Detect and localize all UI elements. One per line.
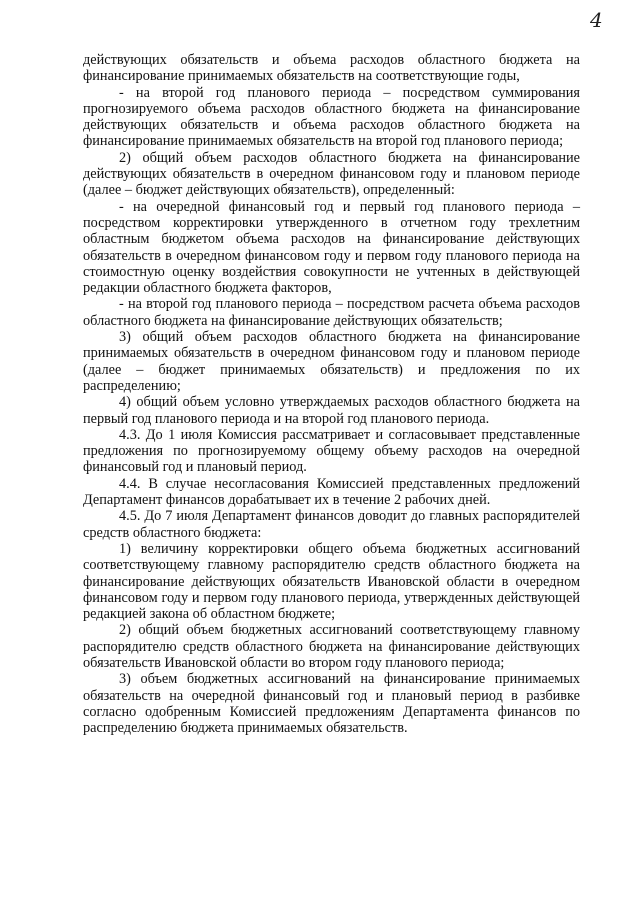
paragraph: 1) величину корректировки общего объема бюджетных ассигнований соответствующему главному распорядителю средств областного бюджета на финансирование действующих обязательств Ивановской области в очередном финансовом году и первом году планового периода, утвержденных действующей редакцией закона об областном бюджете; <box>83 540 580 623</box>
paragraph: 4.4. В случае несогласования Комиссией представленных предложений Департамент финансов дорабатывает их в течение 2 рабочих дней. <box>83 475 580 509</box>
paragraph-continuation: действующих обязательств и объема расходов областного бюджета на финансирование принимаемых обязательств на соответствующие годы, <box>83 52 580 85</box>
paragraph: 4.3. До 1 июля Комиссия рассматривает и согласовывает представленные предложения по прогнозируемому общему объему расходов на очередной финансовый год и плановый период. <box>83 426 580 476</box>
page-number: 4 <box>590 8 603 32</box>
paragraph: - на второй год планового периода – посредством расчета объема расходов областного бюджета на финансирование действующих обязательств; <box>83 296 580 329</box>
paragraph: 3) общий объем расходов областного бюджета на финансирование принимаемых обязательств в очередном финансовом году и плановом периоде (далее – бюджет принимаемых обязательств) и предложения по их распределению; <box>83 329 580 394</box>
body-text <box>83 52 580 736</box>
paragraph: 4.5. До 7 июля Департамент финансов доводит до главных распорядителей средств областного бюджета: <box>83 508 580 541</box>
paragraph: 3) объем бюджетных ассигнований на финансирование принимаемых обязательств на очередной финансовый год и плановый период в разбивке согласно одобренным Комиссией предложениям Департамента финансов по распределению бюджета принимаемых обязательств. <box>83 671 580 737</box>
paragraph: 2) общий объем бюджетных ассигнований соответствующему главному распорядителю средств областного бюджета на финансирование действующих обязательств Ивановской области во втором году планового периода; <box>83 622 580 671</box>
paragraph: 4) общий объем условно утверждаемых расходов областного бюджета на первый год планового периода и на второй год планового периода. <box>83 394 580 427</box>
paragraph: 2) общий объем расходов областного бюджета на финансирование действующих обязательств в очередном финансовом году и плановом периоде (далее – бюджет действующих обязательств), определенный: <box>83 149 580 199</box>
paragraph: - на очередной финансовый год и первый год планового периода – посредством корректировки утвержденного в отчетном году трехлетним областным бюджетом объема расходов на финансирование действующих обязательств в очередном финансовом году и первом году планового периода на стоимостную оценку воздействия совокупности не учтенных в действующей редакции областного бюджета факторов, <box>83 198 580 297</box>
paragraph: - на второй год планового периода – посредством суммирования прогнозируемого объема расходов областного бюджета на финансирование действующих обязательств и объема расходов областного бюджета на финансирование принимаемых обязательств на второй год планового периода; <box>83 84 580 150</box>
